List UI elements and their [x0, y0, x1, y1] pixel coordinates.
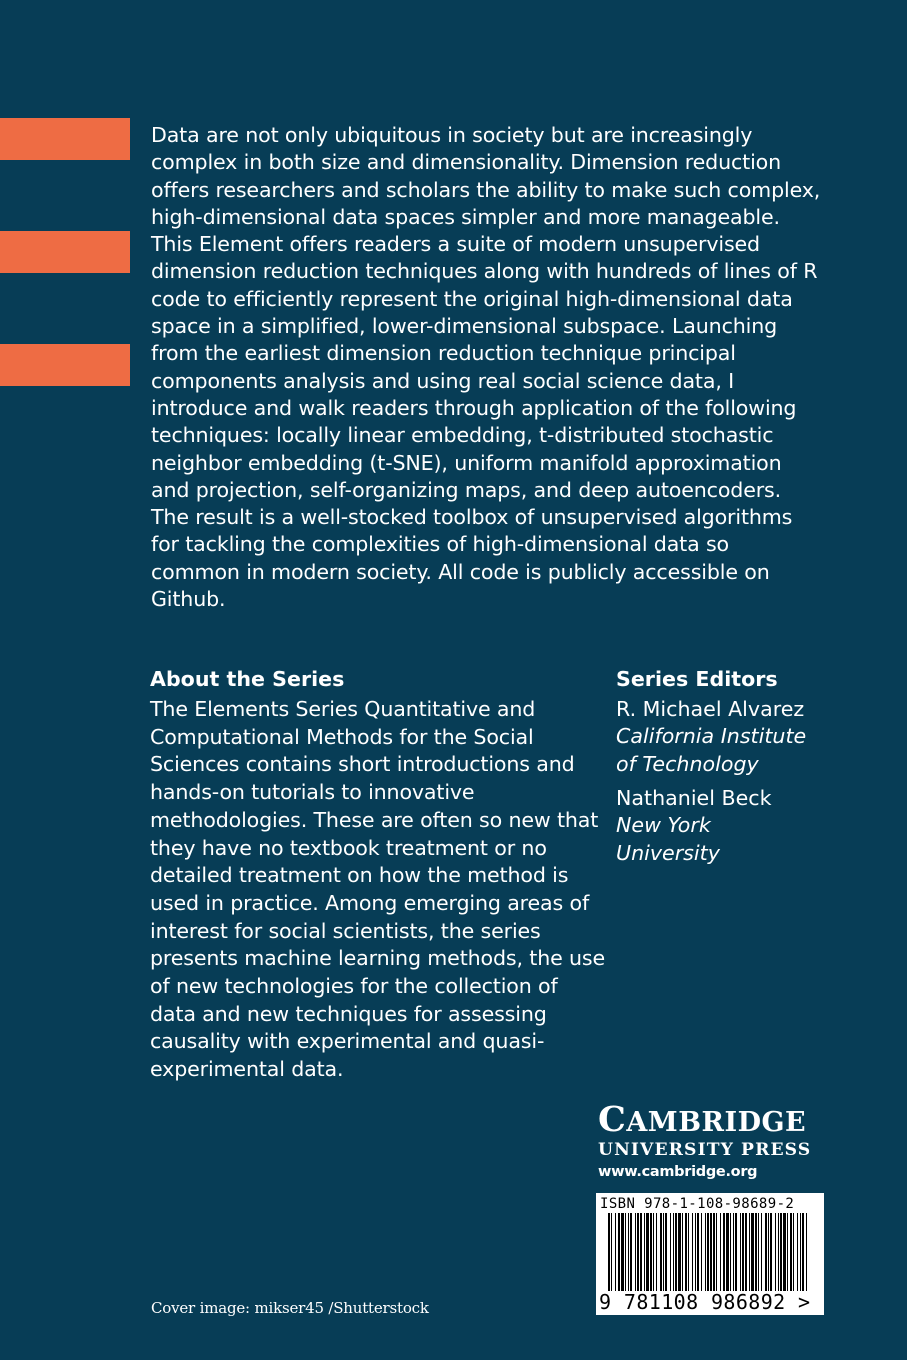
- editor-name: Nathaniel Beck: [616, 786, 772, 810]
- book-blurb: Data are not only ubiquitous in society but are increasingly complex in both size and dimensionality. Dimension reduction offers researchers and scholars the ability to make such complex, high-dimensional data spaces simpler and more manageable. This Element offers readers a suite of modern unsupervised dimension reduction techniques along with hundreds of lines of R code to efficiently represent the original high-dimensional data space in a simplified, lower-dimensional subspace. Launching from the earliest dimension reduction technique principal components analysis and using real social science data, I introduce and walk readers through application of the following techniques: locally linear embedding, t-distributed stochastic neighbor embedding (t-SNE), uniform manifold approximation and projection, self-organizing maps, and deep autoencoders. The result is a well-stocked toolbox of unsupervised algorithms for tackling the complexities of high-dimensional data so common in modern society. All code is publicly accessible on Github.: [151, 123, 821, 612]
- isbn-barcode: [596, 1193, 824, 1315]
- barcode-digits: 9 781108 986892 >: [599, 1290, 811, 1314]
- editor-affiliation-line: of Technology: [616, 751, 759, 776]
- publisher-url: www.cambridge.org: [598, 1164, 758, 1180]
- editor-affiliation-line: California Institute: [616, 724, 807, 749]
- about-series-text: The Elements Series Quantitative and Computational Methods for the Social Sciences contains short introductions and hands-on tutorials to innovative methodologies. These are often so new that they have no textbook treatment or no detailed treatment on how the method is used in practice. Among emerging areas of interest for social scientists, the series presents machine learning methods, the use of new technologies for the collection of data and new techniques for assessing causality with experimental and quasi-experimental data.: [150, 697, 606, 1082]
- isbn-label: ISBN 978-1-108-98689-2: [600, 1196, 795, 1212]
- cover-image-credit: Cover image: mikser45 /Shutterstock: [151, 1299, 429, 1317]
- publisher-logo: [598, 1099, 828, 1184]
- editor-entry: [616, 696, 846, 778]
- barcode-icon: [596, 1213, 824, 1293]
- accent-bar-3: [0, 344, 130, 386]
- publisher-subtitle: UNIVERSITY PRESS: [598, 1140, 812, 1160]
- accent-bar-1: [0, 118, 130, 160]
- editor-affiliation-line: University: [616, 840, 720, 865]
- editor-entry: [616, 785, 846, 867]
- publisher-name-rest: AMBRIDGE: [626, 1107, 807, 1138]
- about-series-heading: About the Series: [150, 667, 345, 691]
- series-editors-heading: Series Editors: [616, 667, 778, 691]
- accent-bar-2: [0, 231, 130, 273]
- publisher-name-initial: C: [598, 1099, 627, 1140]
- editor-name: R. Michael Alvarez: [616, 697, 805, 721]
- editor-affiliation-line: New York: [616, 813, 711, 838]
- publisher-name: [598, 1099, 828, 1140]
